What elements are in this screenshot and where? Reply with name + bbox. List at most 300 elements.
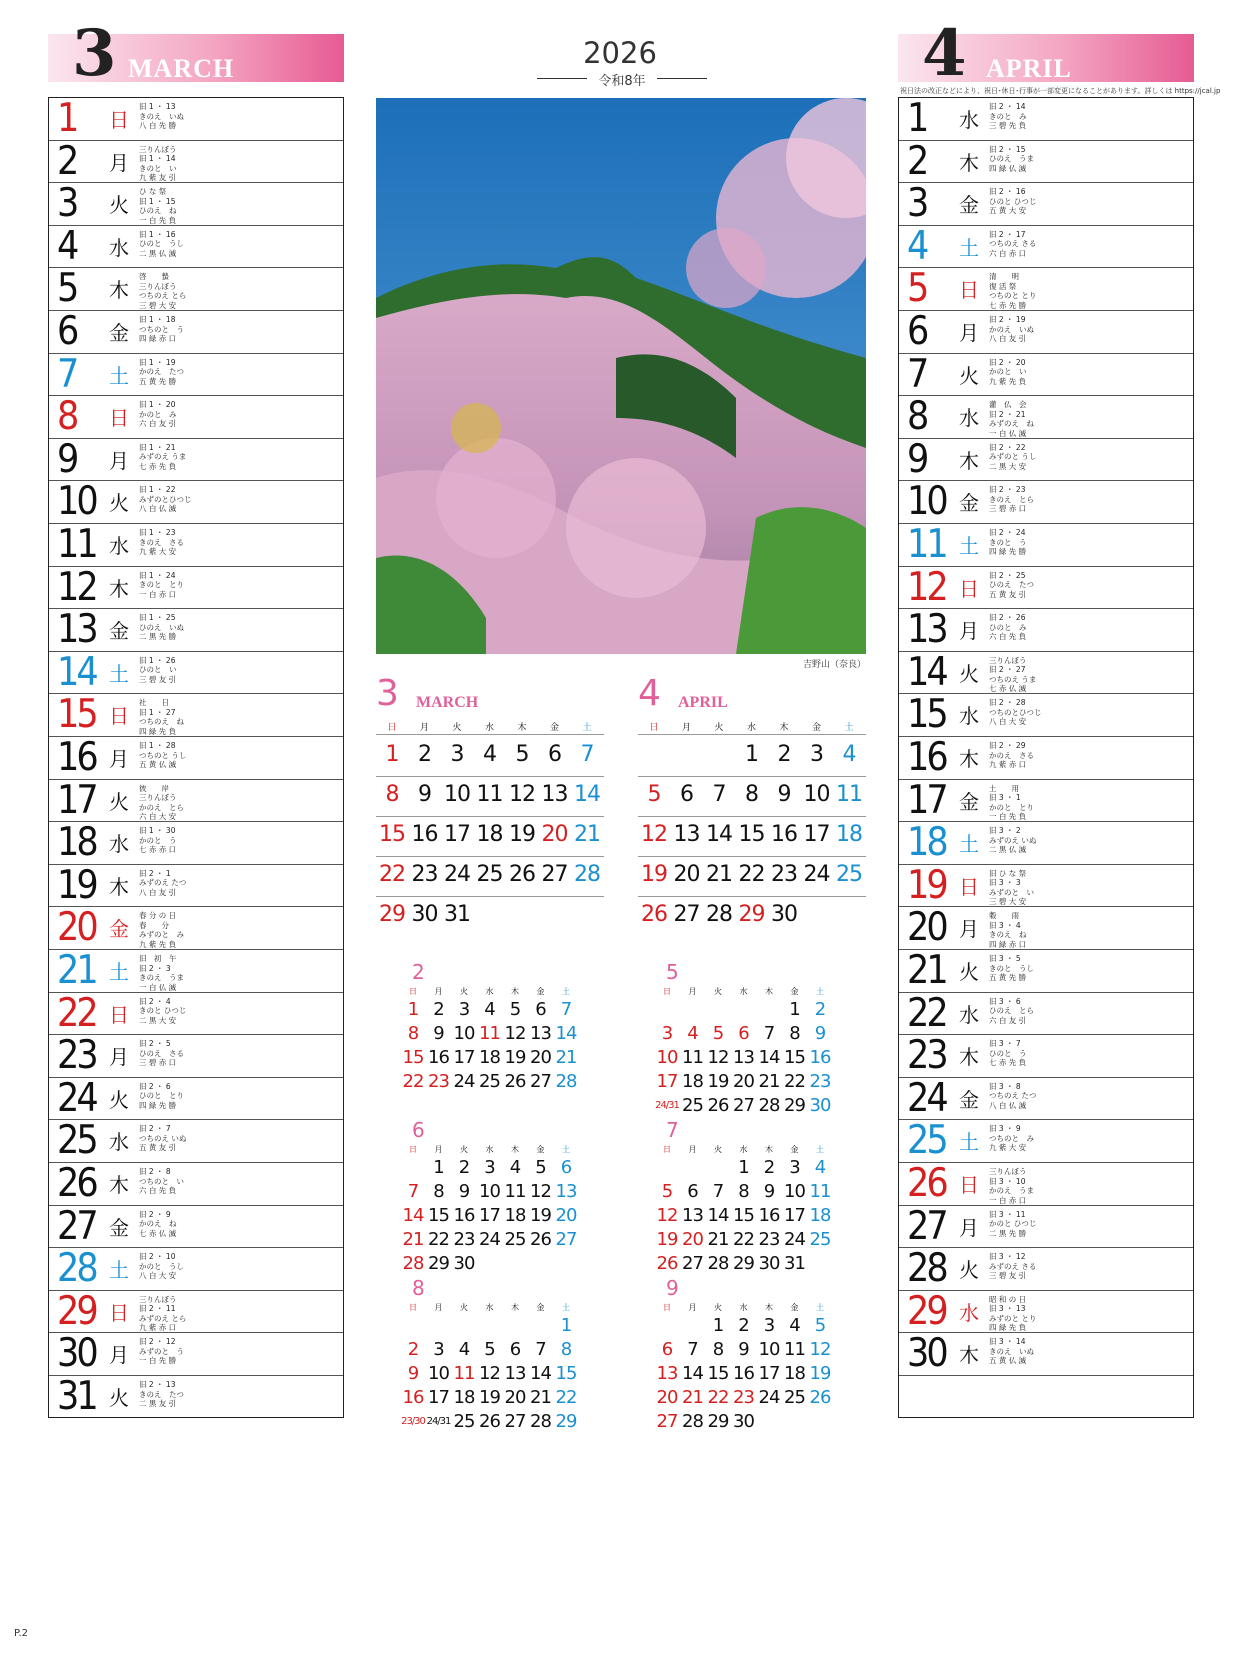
date-cell: 3: [458, 999, 470, 1020]
day-almanac-note: 旧 3 ・ 2 みずのえ いぬ 二 黒 仏 滅: [989, 826, 1037, 855]
day-row: [49, 138, 343, 184]
day-number: 2: [57, 138, 77, 184]
date-cell: 28: [530, 1411, 551, 1432]
week-row: [654, 1386, 834, 1412]
day-weekday: 月: [109, 1343, 129, 1368]
weekday-label: 金: [536, 1145, 545, 1154]
weekday-header: [400, 986, 580, 998]
day-almanac-note: 三りんぼう 旧 2 ・ 27 つちのえ うま 七 赤 仏 滅: [989, 655, 1037, 694]
page-number: P.2: [14, 1628, 29, 1639]
weekday-label: 土: [562, 1145, 570, 1154]
day-almanac-note: 旧 2 ・ 1 みずのえ たつ 八 白 友 引: [139, 868, 187, 897]
day-weekday: 土: [109, 363, 129, 388]
date-cell: 28: [682, 1411, 703, 1432]
date-cell: 20: [673, 862, 700, 887]
day-almanac-note: 旧 3 ・ 14 きのえ いぬ 五 黄 仏 滅: [989, 1337, 1034, 1366]
day-number: 13: [907, 607, 946, 653]
date-cell: 15: [555, 1363, 577, 1384]
day-almanac-note: 旧 1 ・ 22 みずのとひつじ 八 白 仏 滅: [139, 485, 192, 514]
date-cell: 9: [777, 782, 791, 807]
day-row: [49, 1376, 343, 1419]
cherry-blossom-photo: [376, 98, 866, 654]
day-number: 4: [907, 223, 927, 269]
date-cell: 10: [453, 1023, 475, 1044]
date-cell: 2: [763, 1157, 775, 1178]
weekday-label: 金: [790, 987, 799, 996]
date-cell: 8: [712, 1339, 724, 1360]
day-weekday: 木: [109, 874, 129, 899]
date-cell: 23: [758, 1229, 780, 1250]
date-cell: 17: [428, 1387, 449, 1408]
date-cell: 27: [541, 862, 568, 887]
date-cell: 25: [784, 1387, 805, 1408]
date-cell: 11: [836, 782, 862, 807]
day-weekday: 木: [959, 1343, 979, 1368]
date-cell: 18: [453, 1387, 475, 1408]
day-row: [899, 436, 1193, 482]
day-row: [49, 436, 343, 482]
week-row: [654, 1046, 834, 1072]
date-cell: 27: [733, 1095, 754, 1116]
date-cell: 2: [433, 999, 444, 1020]
day-row: [49, 1333, 343, 1376]
april-header-label: APRIL: [986, 54, 1072, 83]
day-number: 25: [57, 1118, 96, 1164]
week-row: [654, 1156, 834, 1182]
day-weekday: 日: [959, 576, 979, 601]
date-cell: 21: [574, 822, 600, 847]
date-cell: 11: [479, 1023, 500, 1044]
week-row: [400, 998, 580, 1024]
date-cell: 5: [814, 1315, 826, 1336]
day-number: 26: [57, 1161, 96, 1206]
date-cell: 16: [733, 1363, 754, 1384]
weekday-label: 水: [746, 723, 756, 733]
day-number: 11: [907, 522, 946, 567]
date-cell: 29: [784, 1095, 805, 1116]
day-almanac-note: 旧 1 ・ 18 つちのと う 四 緑 赤 口: [139, 315, 184, 343]
day-almanac-note: 旧 2 ・ 29 かのえ さる 九 紫 赤 口: [989, 741, 1034, 769]
date-cell: 4: [484, 999, 495, 1020]
date-cell: 9: [763, 1181, 775, 1202]
day-weekday: 月: [959, 619, 979, 644]
weekday-label: 金: [536, 987, 545, 996]
week-row: [400, 1156, 580, 1182]
date-cell: 13: [682, 1205, 703, 1226]
date-cell: 30: [453, 1253, 475, 1274]
day-almanac-note: 旧 3 ・ 12 みずのえ さる 三 碧 友 引: [989, 1252, 1037, 1281]
mini-calendar-month-number: 4: [638, 673, 661, 714]
weekday-label: 木: [511, 1303, 519, 1312]
day-weekday: 水: [959, 1002, 979, 1027]
date-cell: 19: [656, 1229, 678, 1250]
day-weekday: 金: [109, 321, 129, 345]
date-cell: 17: [784, 1205, 805, 1226]
date-cell: 15: [402, 1047, 424, 1068]
day-almanac-note: 旧 1 ・ 21 みずのえ うま 七 赤 先 負: [139, 442, 187, 471]
day-row: [899, 138, 1193, 184]
week-row: [654, 1022, 834, 1048]
weekday-label: 木: [511, 1145, 519, 1154]
weekday-label: 土: [816, 987, 824, 996]
date-cell: 25: [479, 1071, 500, 1092]
day-number: 15: [57, 692, 96, 738]
date-cell: 3: [484, 1157, 495, 1178]
date-cell: 1: [789, 999, 800, 1020]
weekday-label: 水: [739, 1303, 748, 1312]
day-number: 9: [907, 436, 927, 482]
day-row: [49, 1120, 343, 1163]
weekday-label: 火: [452, 723, 462, 733]
day-almanac-note: 三りんぼう 旧 1 ・ 14 きのと い 九 紫 友 引: [139, 144, 177, 183]
day-weekday: 金: [959, 193, 979, 218]
date-cell: 27: [555, 1229, 577, 1250]
date-cell: 20: [504, 1387, 526, 1408]
date-cell: 12: [656, 1205, 678, 1226]
weekday-header: [376, 720, 604, 735]
day-weekday: 日: [959, 1173, 979, 1197]
date-cell: 21: [402, 1229, 424, 1250]
date-cell: 14: [682, 1363, 703, 1384]
date-cell: 27: [673, 902, 700, 927]
week-row: [376, 896, 604, 936]
date-cell: 8: [745, 782, 758, 807]
day-weekday: 火: [959, 661, 979, 686]
day-number: 31: [57, 1374, 96, 1419]
date-cell: 16: [809, 1047, 831, 1068]
date-cell: 7: [712, 1181, 724, 1202]
day-almanac-note: 旧 2 ・ 12 みずのと う 一 白 先 勝: [139, 1337, 184, 1366]
date-cell: 12: [530, 1181, 551, 1202]
date-cell: 9: [814, 1023, 826, 1044]
date-cell: 24: [479, 1229, 500, 1250]
day-weekday: 水: [959, 108, 979, 132]
date-cell: 22: [402, 1071, 424, 1092]
date-cell: 11: [476, 782, 503, 807]
date-cell: 20: [733, 1071, 754, 1092]
day-weekday: 火: [109, 789, 129, 814]
date-cell: 3: [433, 1339, 444, 1360]
day-row: [49, 1075, 343, 1121]
date-cell: 3: [450, 742, 464, 767]
date-cell: 25: [476, 862, 503, 887]
date-cell: 3: [789, 1157, 800, 1178]
date-cell: 22: [428, 1229, 449, 1250]
day-number: 4: [57, 223, 77, 269]
date-cell: 15: [784, 1047, 805, 1068]
day-row: [49, 396, 343, 439]
weekday-header: [654, 986, 834, 998]
day-almanac-note: 旧 2 ・ 6 ひのと とり 四 緑 先 勝: [139, 1081, 184, 1110]
day-almanac-note: 旧 3 ・ 9 つちのと み 九 紫 大 安: [989, 1124, 1034, 1153]
date-cell: 29: [707, 1411, 729, 1432]
date-cell: 26: [656, 1253, 678, 1274]
date-cell: 28: [706, 902, 732, 927]
date-cell: 24: [803, 862, 830, 887]
date-cell: 2: [738, 1315, 749, 1336]
date-cell: 16: [402, 1387, 424, 1408]
date-cell: 18: [682, 1071, 703, 1092]
day-weekday: 金: [109, 917, 129, 942]
day-number: 3: [57, 181, 77, 227]
day-row: [49, 1163, 343, 1206]
date-cell: 29: [555, 1411, 577, 1432]
date-cell: 26: [504, 1071, 526, 1092]
date-cell: 19: [509, 822, 535, 847]
day-almanac-note: 旧 3 ・ 8 つちのえ たつ 八 白 仏 滅: [989, 1081, 1037, 1110]
day-number: 25: [907, 1118, 946, 1164]
day-weekday: 土: [109, 1258, 129, 1283]
day-weekday: 日: [109, 1002, 129, 1027]
date-cell: 4: [509, 1157, 521, 1178]
date-cell: 25: [453, 1411, 475, 1432]
date-cell: 4: [814, 1157, 826, 1178]
date-cell: 22: [784, 1071, 805, 1092]
day-number: 2: [907, 138, 927, 184]
date-cell: 29: [428, 1253, 449, 1274]
weekday-label: 土: [582, 723, 592, 733]
weekday-label: 日: [387, 723, 397, 733]
date-cell: 16: [453, 1205, 475, 1226]
date-cell: 5: [712, 1023, 724, 1044]
day-almanac-note: 旧 2 ・ 4 きのと ひつじ 二 黒 大 安: [139, 996, 187, 1025]
day-almanac-note: 旧 2 ・ 14 きのと み 三 碧 先 負: [989, 102, 1027, 130]
date-cell: 14: [707, 1205, 729, 1226]
weekday-label: 土: [816, 1145, 824, 1154]
weekday-label: 火: [714, 723, 724, 733]
day-row: [899, 223, 1193, 269]
day-almanac-note: 旧 2 ・ 20 かのと い 九 紫 先 負: [989, 357, 1027, 386]
day-weekday: 金: [109, 619, 129, 644]
day-number: 8: [57, 394, 77, 440]
day-weekday: 水: [109, 235, 129, 260]
date-cell: 26: [530, 1229, 551, 1250]
date-cell: 18: [809, 1205, 831, 1226]
date-cell: 14: [758, 1047, 780, 1068]
day-row: [899, 1035, 1193, 1078]
day-almanac-note: 啓 蟄 三りんぼう つちのえ とら 三 碧 大 安: [139, 272, 187, 310]
weekday-label: 木: [765, 987, 773, 996]
weekday-label: 月: [681, 723, 691, 733]
date-cell: 24/31: [655, 1100, 679, 1111]
date-cell: 11: [809, 1181, 831, 1202]
date-cell: 12: [707, 1047, 729, 1068]
day-number: 26: [907, 1161, 946, 1206]
date-cell: 23: [411, 862, 438, 887]
week-row: [400, 1338, 580, 1364]
date-cell: 3: [810, 742, 823, 767]
date-cell: 31: [444, 902, 470, 927]
week-row: [654, 1362, 834, 1388]
week-row: [654, 1314, 834, 1340]
day-almanac-note: 灌 仏 会 旧 2 ・ 21 みずのえ ね 一 白 仏 滅: [989, 400, 1034, 438]
date-cell: 1: [385, 742, 399, 767]
date-cell: 26: [707, 1095, 729, 1116]
day-row: [49, 1035, 343, 1078]
date-cell: 12: [479, 1363, 500, 1384]
weekday-label: 火: [714, 1145, 722, 1154]
date-cell: 8: [789, 1023, 800, 1044]
day-number: 10: [907, 479, 946, 525]
date-cell: 3: [661, 1023, 673, 1044]
date-cell: 2: [407, 1339, 419, 1360]
weekday-label: 火: [460, 1145, 468, 1154]
day-row: [49, 98, 343, 141]
date-cell: 2: [418, 742, 431, 767]
date-cell: 19: [504, 1047, 526, 1068]
day-almanac-note: 清 明 復 活 祭 つちのと とり 七 赤 先 勝: [989, 272, 1037, 310]
day-row: [49, 183, 343, 226]
day-row: [49, 862, 343, 908]
day-row: [49, 907, 343, 950]
day-almanac-note: 旧 2 ・ 16 ひのと ひつじ 五 黄 大 安: [989, 187, 1037, 216]
date-cell: 28: [402, 1253, 424, 1274]
march-header-number: 3: [72, 16, 117, 91]
day-number: 6: [57, 309, 77, 354]
date-cell: 11: [784, 1339, 805, 1360]
date-cell: 7: [580, 742, 594, 767]
day-almanac-note: 旧 2 ・ 8 つちのと い 六 白 先 負: [139, 1167, 184, 1195]
day-number: 24: [57, 1075, 96, 1121]
date-cell: 11: [504, 1181, 526, 1202]
day-almanac-note: 旧 2 ・ 26 ひのと み 六 白 先 負: [989, 613, 1027, 642]
weekday-header: [638, 720, 866, 735]
day-weekday: 火: [959, 363, 979, 388]
day-almanac-note: 旧 2 ・ 13 きのえ たつ 二 黒 友 引: [139, 1380, 184, 1408]
date-cell: 25: [504, 1229, 526, 1250]
week-row: [654, 1228, 834, 1254]
weekday-label: 水: [485, 1145, 494, 1154]
day-row: [49, 524, 343, 567]
date-cell: 13: [555, 1181, 577, 1202]
day-row: [899, 649, 1193, 695]
day-almanac-note: 昭 和 の 日 旧 3 ・ 13 みずのと とり 四 緑 先 負: [989, 1294, 1037, 1333]
date-cell: 10: [444, 782, 470, 807]
day-almanac-note: 社 日 旧 1 ・ 27 つちのえ ね 四 緑 先 負: [139, 698, 184, 736]
date-cell: 13: [504, 1363, 526, 1384]
day-number: 18: [57, 820, 96, 866]
date-cell: 16: [758, 1205, 780, 1226]
week-row: [400, 1204, 580, 1230]
day-number: 17: [907, 777, 946, 823]
date-cell: 12: [504, 1023, 526, 1044]
day-row: [899, 609, 1193, 652]
day-weekday: 木: [109, 1173, 129, 1197]
date-cell: 1: [433, 1157, 444, 1178]
date-cell: 28: [574, 862, 600, 887]
date-cell: 21: [706, 862, 732, 887]
weekday-label: 月: [434, 987, 443, 996]
weekday-label: 木: [517, 723, 527, 733]
date-cell: 11: [453, 1363, 475, 1384]
day-row: [899, 1120, 1193, 1163]
small-calendar-month-number: 5: [666, 960, 679, 984]
date-cell: 30: [809, 1095, 831, 1116]
day-weekday: 日: [959, 874, 979, 899]
date-cell: 30: [758, 1253, 780, 1274]
date-cell: 7: [535, 1339, 546, 1360]
weekday-label: 水: [484, 723, 494, 733]
day-row: [49, 1203, 343, 1249]
date-cell: 25: [809, 1229, 831, 1250]
date-cell: 19: [641, 862, 667, 887]
day-almanac-note: 旧 3 ・ 11 かのと ひつじ 二 黒 先 勝: [989, 1209, 1037, 1238]
date-cell: 10: [656, 1047, 678, 1068]
day-number: 19: [907, 862, 946, 908]
week-row: [654, 1252, 834, 1278]
week-row: [638, 896, 866, 936]
day-weekday: 木: [959, 1045, 979, 1070]
date-cell: 23: [428, 1071, 449, 1092]
date-cell: 17: [758, 1363, 780, 1384]
day-weekday: 水: [959, 406, 979, 431]
day-weekday: 金: [959, 491, 979, 516]
date-cell: 20: [656, 1387, 678, 1408]
date-cell: 17: [479, 1205, 500, 1226]
day-row: [49, 1288, 343, 1334]
day-row: [899, 777, 1193, 823]
day-weekday: 水: [959, 1300, 979, 1325]
date-cell: 21: [707, 1229, 729, 1250]
week-row: [400, 1314, 580, 1340]
day-row: [49, 737, 343, 780]
day-number: 1: [907, 96, 927, 141]
date-cell: 10: [758, 1339, 780, 1360]
week-row: [654, 1180, 834, 1206]
day-almanac-note: ひ な 祭 旧 1 ・ 15 ひのえ ね 一 白 先 負: [139, 187, 177, 225]
date-cell: 2: [814, 999, 826, 1020]
day-row: [899, 1333, 1193, 1376]
small-calendar-month-number: 8: [412, 1276, 425, 1300]
weekday-label: 土: [844, 723, 854, 733]
weekday-header: [654, 1302, 834, 1314]
day-weekday: 土: [959, 1130, 979, 1155]
date-cell: 29: [738, 902, 765, 927]
day-weekday: 月: [959, 321, 979, 345]
mini-calendar-month-name: MARCH: [416, 694, 479, 711]
week-row: [638, 776, 866, 817]
day-weekday: 木: [109, 576, 129, 601]
date-cell: 19: [530, 1205, 551, 1226]
march-day-list: [48, 97, 344, 1418]
day-number: 20: [907, 905, 946, 951]
weekday-label: 木: [779, 723, 789, 733]
day-weekday: 火: [109, 193, 129, 218]
day-almanac-note: 旧 2 ・ 15 ひのえ うま 四 緑 仏 滅: [989, 144, 1034, 173]
week-row: [654, 1070, 834, 1096]
day-number: 14: [57, 649, 96, 695]
weekday-label: 木: [765, 1303, 773, 1312]
date-cell: 7: [407, 1181, 419, 1202]
day-almanac-note: 旧 初 午 旧 2 ・ 3 きのえ うま 一 白 仏 滅: [139, 954, 184, 992]
day-weekday: 日: [109, 704, 129, 729]
weekday-label: 月: [434, 1303, 443, 1312]
date-cell: 2: [777, 742, 791, 767]
weekday-label: 金: [790, 1145, 799, 1154]
date-cell: 18: [836, 822, 862, 847]
day-row: [49, 649, 343, 695]
day-number: 30: [907, 1331, 946, 1377]
date-cell: 20: [530, 1047, 551, 1068]
week-row: [376, 856, 604, 897]
mountain-photo-image: [376, 98, 866, 654]
day-weekday: 日: [109, 108, 129, 132]
date-cell: 4: [789, 1315, 800, 1336]
small-calendar-month-number: 6: [412, 1118, 425, 1142]
date-cell: 14: [574, 782, 600, 807]
date-cell: 5: [535, 1157, 546, 1178]
date-cell: 18: [784, 1363, 805, 1384]
